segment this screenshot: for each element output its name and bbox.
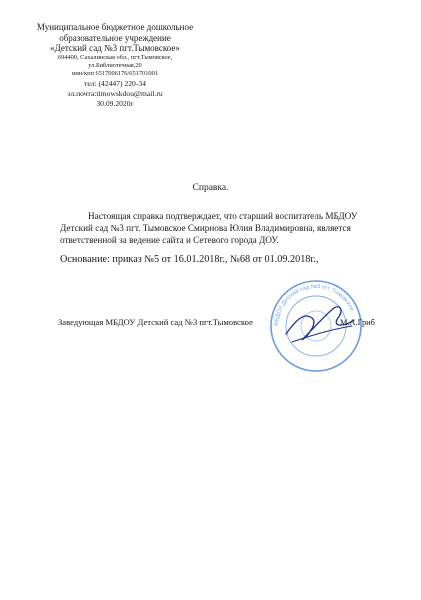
header-address-2: ул.Библиотечная,20 xyxy=(88,62,142,70)
signature-stroke-2 xyxy=(292,326,352,342)
document-body-wrapper xyxy=(60,210,386,246)
header-address-1: 694400, Сахалинская обл., пгт.Тымовское, xyxy=(57,53,173,61)
stamp-text-path: МБДОУ Детский сад №3 пгт. Тымовское xyxy=(273,283,355,327)
header-line-1: Муниципальное бюджетное дошкольное xyxy=(36,22,194,32)
organization-header xyxy=(30,22,200,108)
document-body: Настоящая справка подтверждает, что старший воспитатель МБДОУ Детский сад №3 пгт. Тымовское Смирнова Юлия Владимировна, является ответственной за ведение сайта и Сетевого города ДОУ. xyxy=(60,211,358,246)
signatory-name: М.А.Гриб xyxy=(340,318,375,327)
signatory-position: Заведующая МБДОУ Детский сад №3 пгт.Тымовское xyxy=(58,317,253,327)
document-basis: Основание: приказ №5 от 16.01.2018г., №68 от 01.09.2018г., xyxy=(60,254,319,265)
header-email: эл.почта:timowskdou@mail.ru xyxy=(67,88,163,98)
header-line-2: образовательное учреждение xyxy=(59,32,171,43)
header-line-3: «Детский сад №3 пгт.Тымовское» xyxy=(50,43,180,54)
header-date: 30.09.2020г xyxy=(96,98,134,108)
document-title: Справка. xyxy=(192,183,229,193)
header-inn: инн/кпп 6517006176/651701001 xyxy=(71,70,159,78)
header-phone: тел: (42447) 220-34 xyxy=(84,78,146,88)
